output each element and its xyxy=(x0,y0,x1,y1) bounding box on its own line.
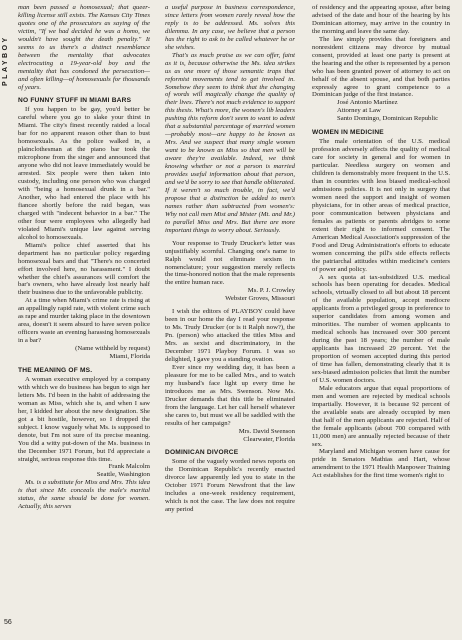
signature-location: Santo Domingo, Dominican Republic xyxy=(337,115,439,123)
paragraph: The male orientation of the U.S. medical profession adversely affects the quality of medical care for society in general and for women in particular. Needless surgery on women and children is demonstrably more frequent in the U.S. than in countries with less biased medical-school admissions policies. It is not only in surgery that women need the support and insight of women physicians, for in other areas of medical practice, poor communication between physicians and females as patients or parents abridges to some extent their right to informed consent. The American Medical Association's suppression of the Food and Drug Administration's efforts to educate women concerning the pill's side effects reflects the patriarchal attitudes within medicine's centers of power and policy. xyxy=(312,138,450,273)
paragraph: A sex quota at tax-subsidized U.S. medical schools has been operating for decades. Medical schools, virtually closed to all but about 18 percent of the available population, accept mediocre applicants from a privileged group in preference to superior candidates from among women and minorities. The number of women applicants to medical schools has increased over 300 percent during the past 18 years; the number of male applicants has increased 29 percent. Yet the proportion of women accepted during this period of time has fallen, demonstrating clearly that it is sex-biased admission policies that limit the number of U.S. women doctors. xyxy=(312,273,450,384)
signature-location: Seattle, Washington xyxy=(96,471,150,479)
column-1 xyxy=(18,4,150,632)
paragraph: Male educators argue that equal proportions of men and women are rejected by medical schools impartially. However, it is because 92 percent of the available seats are already occupied by men that half of the men applicants are rejected. Half of the female applicants (about 700 compared with 11,000 men) are annually rejected because of their sex. xyxy=(312,384,450,448)
section-heading-dominican-divorce: DOMINICAN DIVORCE xyxy=(165,449,239,457)
column-2 xyxy=(165,4,295,632)
section-heading-meaning-of-ms: THE MEANING OF MS. xyxy=(18,366,93,374)
section-heading-miami-bars: NO FUNNY STUFF IN MIAMI BARS xyxy=(18,97,132,105)
paragraph: Ever since my wedding day, it has been a pleasure for me to be called Mrs., and to watch my husband's face light up every time he introduces me as Mrs. Swenson. Now Ms. Drucker demands that this title be eliminated from the language. Let her call herself whatever she cares to, but must we all be saddled with the results of her campaign? xyxy=(165,363,295,427)
paragraph: If you happen to be gay, you'd better be careful where you go to slake your thirst in Miami. The city's finest recently raided a local bar for no apparent reason other than to bust homosexuals. As the police walked in, a plainclothesman at the piano bar took the microphone from the singer and announced that anyone who did not leave immediately would be arrested. Six people were then taken into custody, including one person who was charged with "being a homosexual drunk in a bar." Another, who had entered the place with his fiancee shortly before the raid began, was charged with "indecent behavior in a bar." The other four were employees who allegedly had violated Miami's unique law against serving alcohol to homosexuals. xyxy=(18,106,150,241)
paragraph: At a time when Miami's crime rate is rising at an appallingly rapid rate, with violent crime such as rape and murder taking place in the downtown area, doesn't it seem absurd to have seven police officers waste an evening harassing homosexuals in a bar? xyxy=(18,297,150,345)
signature-name: Mrs. David Swenson xyxy=(238,427,295,435)
paragraph: The law simply provides that foreigners and nonresident citizens may divorce by mutual consent, provided at least one party is present at the hearing and the other is represented by a person who has been granted power of attorney to act on behalf of the absent spouse, and that both parties expressly agree to grant competence to a Dominican judge of the first instance. xyxy=(312,35,450,99)
signature-name: (Name withheld by request) xyxy=(75,345,150,353)
paragraph: Your response to Trudy Drucker's letter was unjustifiably scornful. Changing one's name to Ralph would not eliminate sexism in nomenclature; your suggestion merely reflects the time-honored notion that the male represents the entire human race. xyxy=(165,239,295,287)
paragraph-continued: of residency and the appearing spouse, after being advised of the date and hour of the hearing by his Dominican attorney, may arrive in the country in the morning and leave the same day. xyxy=(312,4,450,35)
signature-name: Frank Malcolm xyxy=(108,463,150,471)
paragraph: A woman executive employed by a company with which we do business has begun to sign her letters Ms. I'd been in the habit of addressing the woman as Miss, which she is, and when I saw her, I kidded her about the new designation. She got a bit hostile, however, so I dropped the subject. I know vaguely what Ms. is supposed to denote, but I'm not sure of its precise meaning. You did a witty put-down of the Ms. business in the December 1971 Forum, but I'd appreciate a straight, serious response this time. xyxy=(18,375,150,463)
paragraph: Maryland and Michigan women have cause for pride in Senators Mathias and Hart, whose amendment to the 1971 Health Manpower Training Act establishes for the first time women's right to xyxy=(312,448,450,480)
signature-title: Attorney at Law xyxy=(337,107,381,115)
magazine-name-label: PLAYBOY xyxy=(2,35,9,87)
column-3 xyxy=(312,4,450,632)
signature-location: Miami, Florida xyxy=(109,353,150,361)
paragraph: Some of the vaguely worded news reports on the Dominican Republic's recently enacted divorce law apparently led you to state in the October 1971 Forum Newsfront that the law includes a one-week residency requirement, which is not the case. The law does not require any period xyxy=(165,458,295,514)
section-heading-women-in-medicine: WOMEN IN MEDICINE xyxy=(312,129,384,137)
editor-reply: Ms. is a substitute for Miss and Mrs. This idea is that since Mr. conceals the male's marital status, the same should be done for women. Actually, this serves xyxy=(18,479,150,511)
letter-response-continued xyxy=(18,4,150,91)
editor-reply: That's as much praise as we can offer, faint as it is, because otherwise the Ms. idea strikes us as one more of those semantic traps that reformist movements tend to get involved in. Somehow they seem to think that the changing of words will magically change the quality of their lives. There's not much evidence to support this thesis. What's more, the women's lib leaders pushing this reform don't seem to want to admit that a substantial percentage of married women—probably most—are happy to be known as Mrs. And we suspect that many single women want to be known as Miss so that men will be aware they're available. Indeed, we think knowing whether or not a person is married provides useful information about that person, and we'd be sorry to see that handle obliterated. If it weren't so much trouble, in fact, we'd propose that a distinction be added to men's names rather than subtracted from women's: Why not call men Mist and Mister (Mt. and Mr.) to parallel Miss and Mrs. But there are more important things to worry about. Seriously. xyxy=(165,51,295,234)
paragraph: Miami's police chief asserted that his department has no particular policy regarding homosexual bars and that "There's no concerted effort involved here, no harassment." I doubt whether the chief's assurances will comfort the bar's owners, who have already lost nearly half their business due to the unfavorable publicity. xyxy=(18,241,150,297)
editor-reply-continued: a useful purpose in business correspondence, since letters from women rarely reveal how the reply is to be addressed. Ms. solves this dilemma. In any case, we believe that a person has the right to ask to be called whatever he or she wishes. xyxy=(165,4,295,51)
signature-location: Clearwater, Florida xyxy=(243,435,295,443)
signature-name: Ms. P. J. Crowley xyxy=(247,287,295,295)
signature-name: José Antonio Martínez xyxy=(337,99,398,107)
paragraph: man been passed a homosexual; that queer-killing license still exists. The Kansas City Times quotes one of the prosecutors as saying of the victim, "If we had decided he was a homo, we wouldn't have sought the death penalty." It seems to us there's a distinct resemblance between the mentality that advocates electrocuting a 19-year-old boy and the mentality that has condoned the persecution—and often killing—of homosexuals for thousands of years. xyxy=(18,4,150,91)
paragraph: I wish the editors of PLAYBOY could have been in our home the day I read your response to Ms. Trudy Drucker (or is it Ralph now?), the Pn. (person) who attacked the titles Miss and Mrs. as sexist and discriminatory, in the December 1971 Playboy Forum. I was so delighted, I gave you a standing ovation. xyxy=(165,308,295,363)
page-number: 56 xyxy=(4,619,12,626)
signature-location: Webster Groves, Missouri xyxy=(225,295,295,303)
